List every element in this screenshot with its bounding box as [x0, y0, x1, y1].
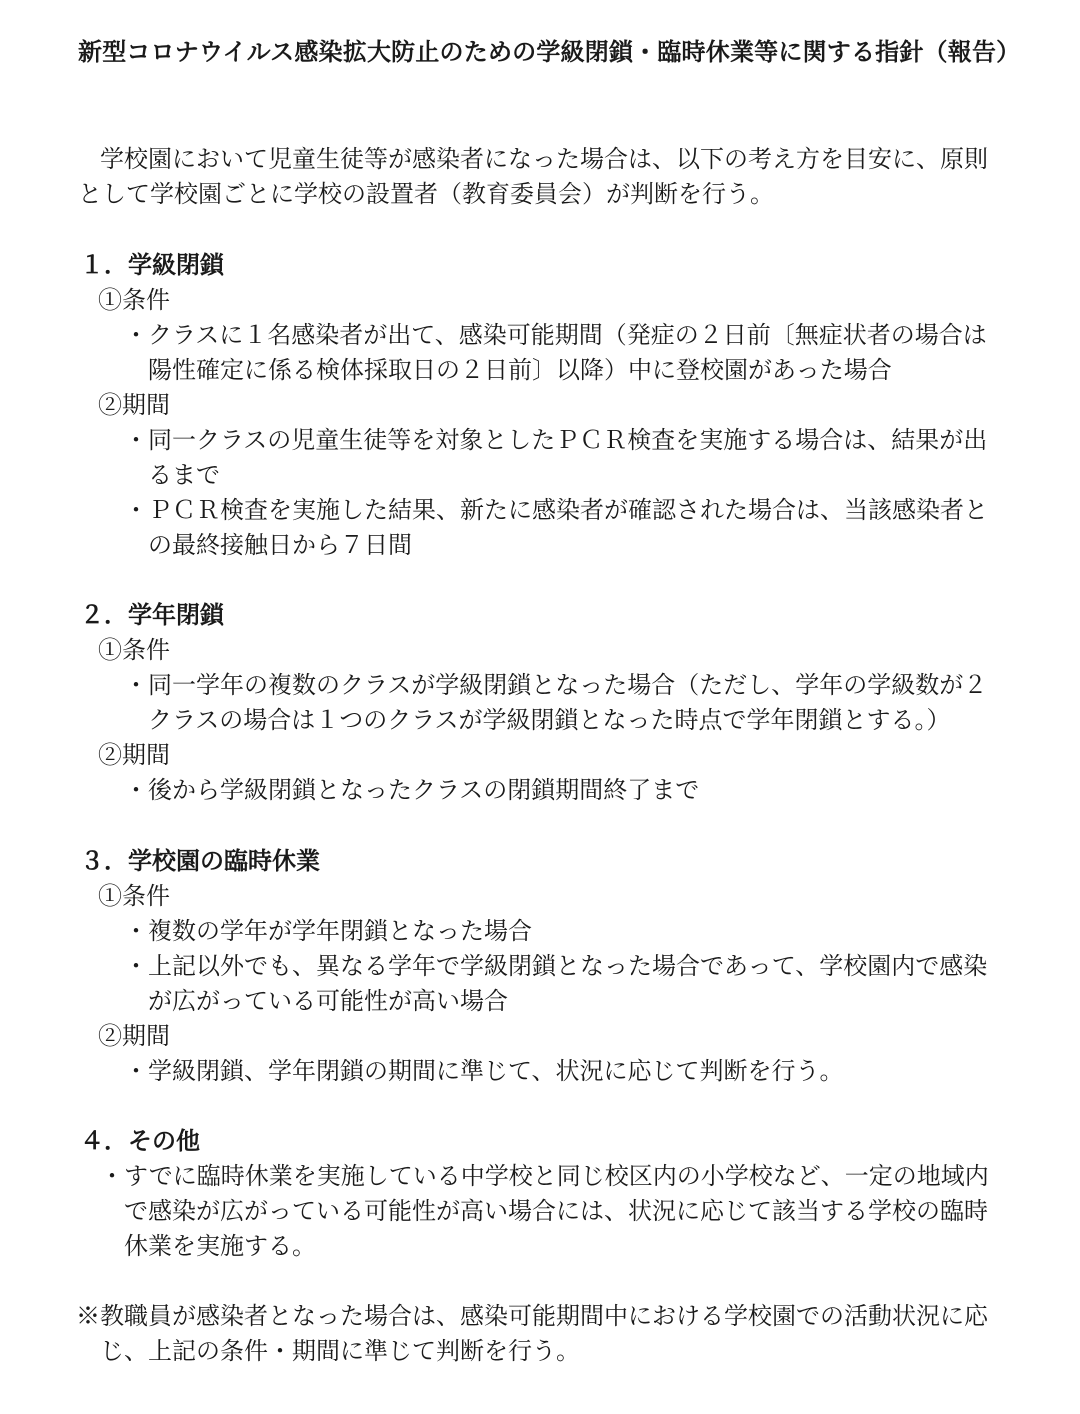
section-2-period-label: ②期間 — [98, 741, 170, 769]
section-2-period-item-1-line-1: ・後から学級閉鎖となったクラスの閉鎖期間終了まで — [124, 776, 700, 804]
section-3-period-item-1-line-1: ・学級閉鎖、学年閉鎖の期間に準じて、状況に応じて判断を行う。 — [124, 1057, 844, 1085]
section-2-condition-label: ①条件 — [98, 636, 170, 664]
section-1-condition-item-1-line-2: 陽性確定に係る検体採取日の２日前〕以降）中に登校園があった場合 — [148, 356, 892, 384]
section-1-period-item-2-line-1: ・ＰＣＲ検査を実施した結果、新たに感染者が確認された場合は、当該感染者と — [124, 496, 988, 524]
intro-line-1: 学校園において児童生徒等が感染者になった場合は、以下の考え方を目安に、原則 — [100, 145, 988, 173]
section-3-heading: ３．学校園の臨時休業 — [80, 847, 320, 875]
section-1-period-item-1-line-1: ・同一クラスの児童生徒等を対象としたＰＣＲ検査を実施する場合は、結果が出 — [124, 426, 988, 454]
section-2-condition-item-1-line-1: ・同一学年の複数のクラスが学級閉鎖となった場合（ただし、学年の学級数が２ — [124, 671, 988, 699]
section-3-condition-item-1-line-1: ・複数の学年が学年閉鎖となった場合 — [124, 917, 532, 945]
section-1-period-label: ②期間 — [98, 391, 170, 419]
section-1-period-item-2-line-2: の最終接触日から７日間 — [148, 531, 412, 559]
section-3-condition-item-2-line-2: が広がっている可能性が高い場合 — [148, 987, 508, 1015]
section-1-heading: １．学級閉鎖 — [80, 251, 224, 279]
section-4-heading: ４．その他 — [80, 1127, 200, 1155]
section-2-heading: ２．学年閉鎖 — [80, 601, 224, 629]
section-1-condition-label: ①条件 — [98, 286, 170, 314]
section-3-condition-item-2-line-1: ・上記以外でも、異なる学年で学級閉鎖となった場合であって、学校園内で感染 — [124, 952, 988, 980]
section-1-period-item-1-line-2: るまで — [148, 461, 220, 489]
note-line-2: じ、上記の条件・期間に準じて判断を行う。 — [100, 1337, 580, 1365]
intro-line-2: として学校園ごとに学校の設置者（教育委員会）が判断を行う。 — [78, 180, 774, 208]
note-line-1: ※教職員が感染者となった場合は、感染可能期間中における学校園での活動状況に応 — [76, 1302, 988, 1330]
section-3-condition-label: ①条件 — [98, 882, 170, 910]
section-4-item-1-line-2: で感染が広がっている可能性が高い場合には、状況に応じて該当する学校の臨時 — [124, 1197, 988, 1225]
section-4-item-1-line-3: 休業を実施する。 — [124, 1232, 316, 1260]
section-3-period-label: ②期間 — [98, 1022, 170, 1050]
section-2-condition-item-1-line-2: クラスの場合は１つのクラスが学級閉鎖となった時点で学年閉鎖とする。） — [148, 706, 951, 734]
section-1-condition-item-1-line-1: ・クラスに１名感染者が出て、感染可能期間（発症の２日前〔無症状者の場合は — [124, 321, 987, 349]
document-title: 新型コロナウイルス感染拡大防止のための学級閉鎖・臨時休業等に関する指針（報告） — [78, 38, 1021, 66]
section-4-item-1-line-1: ・すでに臨時休業を実施している中学校と同じ校区内の小学校など、一定の地域内 — [100, 1162, 989, 1190]
